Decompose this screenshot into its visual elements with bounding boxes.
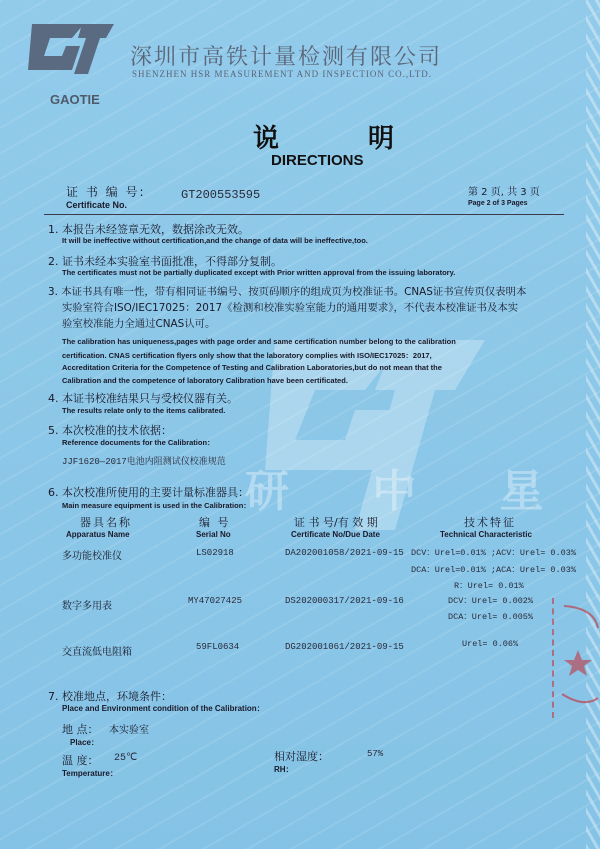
page-title-cn: 说 明 xyxy=(253,124,435,154)
equipment-row2-tech-1: DCV：Urel= 0.002% xyxy=(448,596,534,606)
equipment-row2-tech-2: DCA：Urel= 0.005% xyxy=(448,612,534,622)
equipment-row2-cert: DS202000317/2021-09-16 xyxy=(285,596,404,606)
equipment-row1-name: 多功能校准仪 xyxy=(62,551,122,562)
cert-number-label-cn: 证 书 编 号: xyxy=(66,185,146,199)
cert-number-value: GT200553595 xyxy=(181,188,261,202)
equipment-row3-cert: DG202001061/2021-09-15 xyxy=(285,642,404,652)
page-indicator-cn: 第 2 页, 共 3 页 xyxy=(468,187,540,198)
temperature-label-en: Temperature： xyxy=(62,769,118,778)
item3-en-line1: The calibration has uniqueness,pages with page order and same certification number belong to the calibration xyxy=(62,337,456,346)
reference-document: JJF1620—2017电池内阻测试仪校准规范 xyxy=(62,457,226,467)
col-header-name-en: Apparatus Name xyxy=(66,530,130,539)
item3-cn-line3: 验室校准能力全通过CNAS认可。 xyxy=(62,318,216,330)
equipment-row1-tech-1: DCV：Urel=0.01% ;ACV：Urel= 0.03% xyxy=(411,548,576,558)
col-header-tech-cn: 技术特征 xyxy=(464,516,516,529)
place-value: 本实验室 xyxy=(109,725,149,736)
humidity-value: 57% xyxy=(367,749,384,759)
equipment-row2-serial: MY47027425 xyxy=(188,596,243,606)
equipment-row1-tech-2: DCA：Urel=0.01% ;ACA：Urel= 0.03% xyxy=(411,565,576,575)
item2-en: The certificates must not be partially duplicated except with Prior written approval from the issuing laboratory. xyxy=(62,268,456,277)
col-header-cert-cn: 证 书 号/有 效 期 xyxy=(294,516,378,529)
col-header-cert-en: Certificate No/Due Date xyxy=(291,530,380,539)
place-label-cn: 地 点： xyxy=(62,723,99,736)
equipment-row1-cert: DA202001058/2021-09-15 xyxy=(285,548,404,558)
item6-cn: 6. 本次校准所使用的主要计量标准器具： xyxy=(48,486,249,499)
company-name-cn: 深圳市高铁计量检测有限公司 xyxy=(130,45,443,70)
watermark-text: 研 中 星 xyxy=(245,466,578,517)
humidity-label-cn: 相对湿度： xyxy=(274,750,329,763)
col-header-name-cn: 器具名称 xyxy=(80,516,132,529)
temperature-label-cn: 温 度： xyxy=(62,754,99,767)
item2-cn: 2. 证书未经本实验室书面批准，不得部分复制。 xyxy=(48,255,282,268)
col-header-serial-en: Serial No xyxy=(196,530,231,539)
logo-wordmark: GAOTIE xyxy=(50,92,100,107)
item5-cn: 5. 本次校准的技术依据： xyxy=(48,424,172,437)
item5-en: Reference documents for the Calibration： xyxy=(62,438,215,447)
item3-en-line2: certification. CNAS certification flyers only show that the laboratory complies with ISO/IEC17025：2017, xyxy=(62,351,432,360)
company-name-en: SHENZHEN HSR MEASUREMENT AND INSPECTION CO.,LTD. xyxy=(132,69,433,79)
page-title-en: DIRECTIONS xyxy=(271,152,364,169)
temperature-value: 25℃ xyxy=(114,753,138,764)
seal-stamp-icon xyxy=(554,598,600,718)
item3-cn-line2: 实验室符合ISO/IEC17025：2017《检测和校准实验室能力的通用要求》，不代表本校准证书及本实 xyxy=(62,302,519,314)
place-label-en: Place： xyxy=(70,738,99,747)
item3-en-line3: Accreditation Criteria for the Competence of Testing and Calibration Laboratories,but do not mean that the xyxy=(62,363,442,372)
equipment-row3-serial: 59FL0634 xyxy=(196,642,240,652)
col-header-tech-en: Technical Characteristic xyxy=(440,530,532,539)
item1-en: It will be ineffective without certification,and the change of data will be ineffective,too. xyxy=(62,236,368,245)
seal-stamp xyxy=(552,598,600,718)
edge-watermark-band xyxy=(586,0,600,849)
page-indicator-en: Page 2 of 3 Pages xyxy=(468,200,528,207)
humidity-label-en: RH： xyxy=(274,765,294,774)
equipment-row1-serial: LS02918 xyxy=(196,548,234,558)
equipment-row3-tech-1: Urel= 0.06% xyxy=(462,639,519,649)
item6-en: Main measure equipment is used in the Calibration： xyxy=(62,501,251,510)
cert-number-label-en: Certificate No. xyxy=(66,200,128,210)
item7-en: Place and Environment condition of the Calibration： xyxy=(62,704,265,713)
equipment-row1-tech-3: R：Urel= 0.01% xyxy=(454,581,524,591)
equipment-row2-name: 数字多用表 xyxy=(62,601,112,612)
item4-en: The results relate only to the items calibrated. xyxy=(62,406,226,415)
equipment-row3-name: 交直流低电阻箱 xyxy=(62,647,132,658)
item3-cn-line1: 3. 本证书具有唯一性，带有相同证书编号、按页码顺序的组成页为校准证书。CNAS证书宣传页仅表明本 xyxy=(48,286,527,298)
header-divider xyxy=(44,214,564,215)
item3-en-line4: Calibration and the competence of laboratory Calibration have been certificated. xyxy=(62,376,348,385)
company-logo-icon xyxy=(26,18,116,80)
item4-cn: 4. 本证书校准结果只与受校仪器有关。 xyxy=(48,392,238,405)
item1-cn: 1. 本报告未经签章无效，数据涂改无效。 xyxy=(48,223,249,236)
item7-cn: 7. 校准地点，环境条件： xyxy=(48,690,172,703)
col-header-serial-cn: 编 号 xyxy=(199,516,231,529)
